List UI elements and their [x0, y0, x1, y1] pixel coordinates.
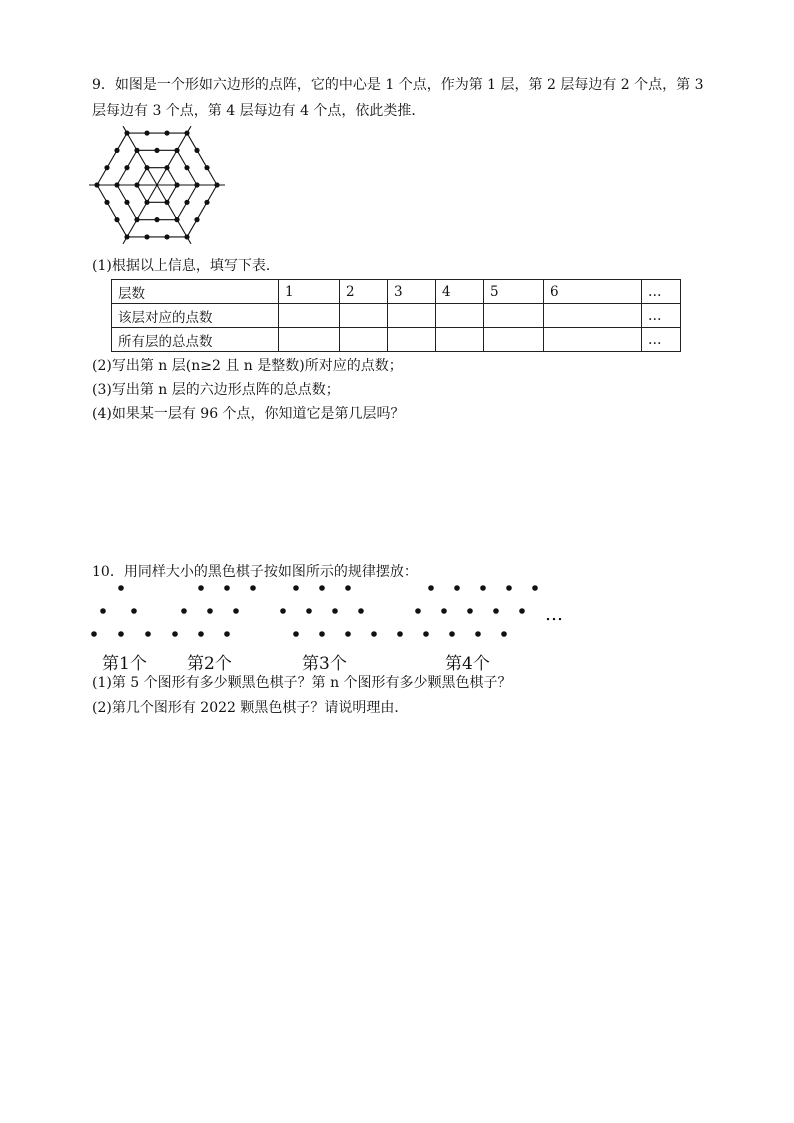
q10-part1: (1)第 5 个图形有多少颗黑色棋子？第 n 个图形有多少颗黑色棋子？: [92, 675, 512, 691]
table-header-cell: 2: [340, 280, 388, 304]
black-stone: [415, 608, 421, 614]
figure-caption-1: 第1个: [102, 654, 147, 674]
black-stone: [493, 608, 499, 614]
lattice-dot: [204, 165, 209, 170]
black-stone: [345, 585, 351, 591]
table-cell-blank: [279, 328, 340, 352]
black-stone: [449, 631, 455, 637]
table-cell-blank: [436, 304, 484, 328]
q10-stem: 10．用同样大小的黑色棋子按如图所示的规律摆放：: [92, 564, 418, 580]
lattice-dot: [124, 165, 129, 170]
black-stone: [207, 608, 213, 614]
table-cell-blank: [340, 328, 388, 352]
black-stone: [198, 631, 204, 637]
table-cell-blank: [340, 304, 388, 328]
table-header-cell: 5: [484, 280, 544, 304]
table-cell-ellipsis: …: [642, 328, 681, 352]
black-stone: [293, 585, 299, 591]
black-stone: [423, 631, 429, 637]
black-stone: [441, 608, 447, 614]
hexagon-edge: [167, 168, 177, 185]
black-stone: [319, 631, 325, 637]
black-stone: [131, 608, 137, 614]
hexagon-edge: [187, 133, 217, 185]
lattice-dot: [164, 130, 169, 135]
lattice-dot: [94, 182, 99, 187]
black-stone: [181, 608, 187, 614]
black-stone: [371, 631, 377, 637]
black-stone: [118, 631, 124, 637]
black-stone: [519, 608, 525, 614]
black-stone: [91, 631, 97, 637]
table-header-cell: 3: [388, 280, 436, 304]
lattice-dot: [134, 148, 139, 153]
table-header-cell: …: [642, 280, 681, 304]
black-stone: [118, 585, 124, 591]
table-header-cell: 6: [544, 280, 642, 304]
table-cell-blank: [484, 304, 544, 328]
lattice-dot: [144, 200, 149, 205]
lattice-dot: [204, 200, 209, 205]
lattice-dot: [144, 234, 149, 239]
lattice-dot: [104, 165, 109, 170]
q10-part2: (2)第几个图形有 2022 颗黑色棋子？请说明理由．: [92, 700, 409, 716]
black-stone: [454, 585, 460, 591]
black-stone: [467, 608, 473, 614]
black-stone: [475, 631, 481, 637]
table-cell-blank: [544, 328, 642, 352]
lattice-dot: [164, 165, 169, 170]
lattice-dot: [124, 200, 129, 205]
lattice-dot: [174, 217, 179, 222]
table-header-cell: 1: [279, 280, 340, 304]
lattice-dot: [104, 200, 109, 205]
lattice-dot: [124, 130, 129, 135]
table-cell-blank: [388, 328, 436, 352]
q9-stem-line2: 层每边有 3 个点，第 4 层每边有 4 个点，依此类推．: [92, 103, 426, 119]
table-cell-blank: [436, 328, 484, 352]
lattice-dot: [134, 217, 139, 222]
black-stone: [480, 585, 486, 591]
table-cell-blank: [544, 304, 642, 328]
table-cell-blank: [388, 304, 436, 328]
table-row: [112, 304, 681, 328]
black-stone-pattern-figure: [80, 580, 580, 650]
q9-part1: (1)根据以上信息，填写下表．: [92, 258, 280, 274]
lattice-dot: [144, 165, 149, 170]
figure-caption-2: 第2个: [187, 654, 232, 674]
lattice-dot: [174, 148, 179, 153]
lattice-dot: [144, 130, 149, 135]
hexagon-edge: [137, 168, 147, 185]
table-cell-blank: [279, 304, 340, 328]
black-stone: [345, 631, 351, 637]
hexagon-edge: [137, 185, 147, 202]
lattice-dot: [154, 148, 159, 153]
black-stone: [306, 608, 312, 614]
black-stone: [280, 608, 286, 614]
hexagon-edge: [97, 133, 127, 185]
hexagon-edge: [167, 185, 177, 202]
q9-part2: (2)写出第 n 层(n≥2 且 n 是整数)所对应的点数；: [92, 358, 403, 374]
lattice-dot: [214, 182, 219, 187]
black-stone: [358, 608, 364, 614]
black-stone: [397, 631, 403, 637]
black-stone: [501, 631, 507, 637]
lattice-dot: [154, 217, 159, 222]
lattice-dot: [124, 234, 129, 239]
black-stone: [198, 585, 204, 591]
lattice-dot: [184, 200, 189, 205]
pattern-ellipsis: …: [545, 604, 563, 625]
lattice-dot: [174, 182, 179, 187]
hexagon-edge: [187, 185, 217, 237]
table-header-cell: 层数: [112, 280, 279, 304]
lattice-dot: [194, 182, 199, 187]
black-stone: [233, 608, 239, 614]
lattice-dot: [184, 130, 189, 135]
table-row: [112, 328, 681, 352]
black-stone: [100, 608, 106, 614]
table-cell-blank: [484, 328, 544, 352]
lattice-dot: [164, 234, 169, 239]
black-stone: [172, 631, 178, 637]
black-stone: [532, 585, 538, 591]
black-stone: [428, 585, 434, 591]
q9-part4: (4)如果某一层有 96 个点，你知道它是第几层吗？: [92, 406, 405, 422]
black-stone: [250, 585, 256, 591]
lattice-dot: [164, 200, 169, 205]
lattice-dot: [194, 148, 199, 153]
black-stone: [293, 631, 299, 637]
table-row-label: 所有层的总点数: [112, 328, 279, 352]
layer-count-table: [111, 279, 681, 352]
black-stone: [224, 585, 230, 591]
black-stone: [224, 631, 230, 637]
black-stone: [319, 585, 325, 591]
q9-part3: (3)写出第 n 层的六边形点阵的总点数；: [92, 382, 340, 398]
lattice-dot: [134, 182, 139, 187]
table-header-cell: 4: [436, 280, 484, 304]
lattice-dot: [184, 165, 189, 170]
table-cell-ellipsis: …: [642, 304, 681, 328]
black-stone: [145, 631, 151, 637]
table-row-label: 该层对应的点数: [112, 304, 279, 328]
figure-caption-4: 第4个: [445, 654, 490, 674]
lattice-dot: [114, 217, 119, 222]
hexagon-edge: [97, 185, 127, 237]
lattice-dot: [184, 234, 189, 239]
hexagonal-dot-lattice-figure: [88, 126, 228, 248]
lattice-dot: [114, 182, 119, 187]
black-stone: [332, 608, 338, 614]
table-header-row: [112, 280, 681, 304]
black-stone: [506, 585, 512, 591]
lattice-dot: [114, 148, 119, 153]
lattice-dot: [194, 217, 199, 222]
q9-stem-line1: 9．如图是一个形如六边形的点阵，它的中心是 1 个点，作为第 1 层，第 2 层每边有 2 个点，第 3: [92, 77, 704, 93]
figure-caption-3: 第3个: [302, 654, 347, 674]
